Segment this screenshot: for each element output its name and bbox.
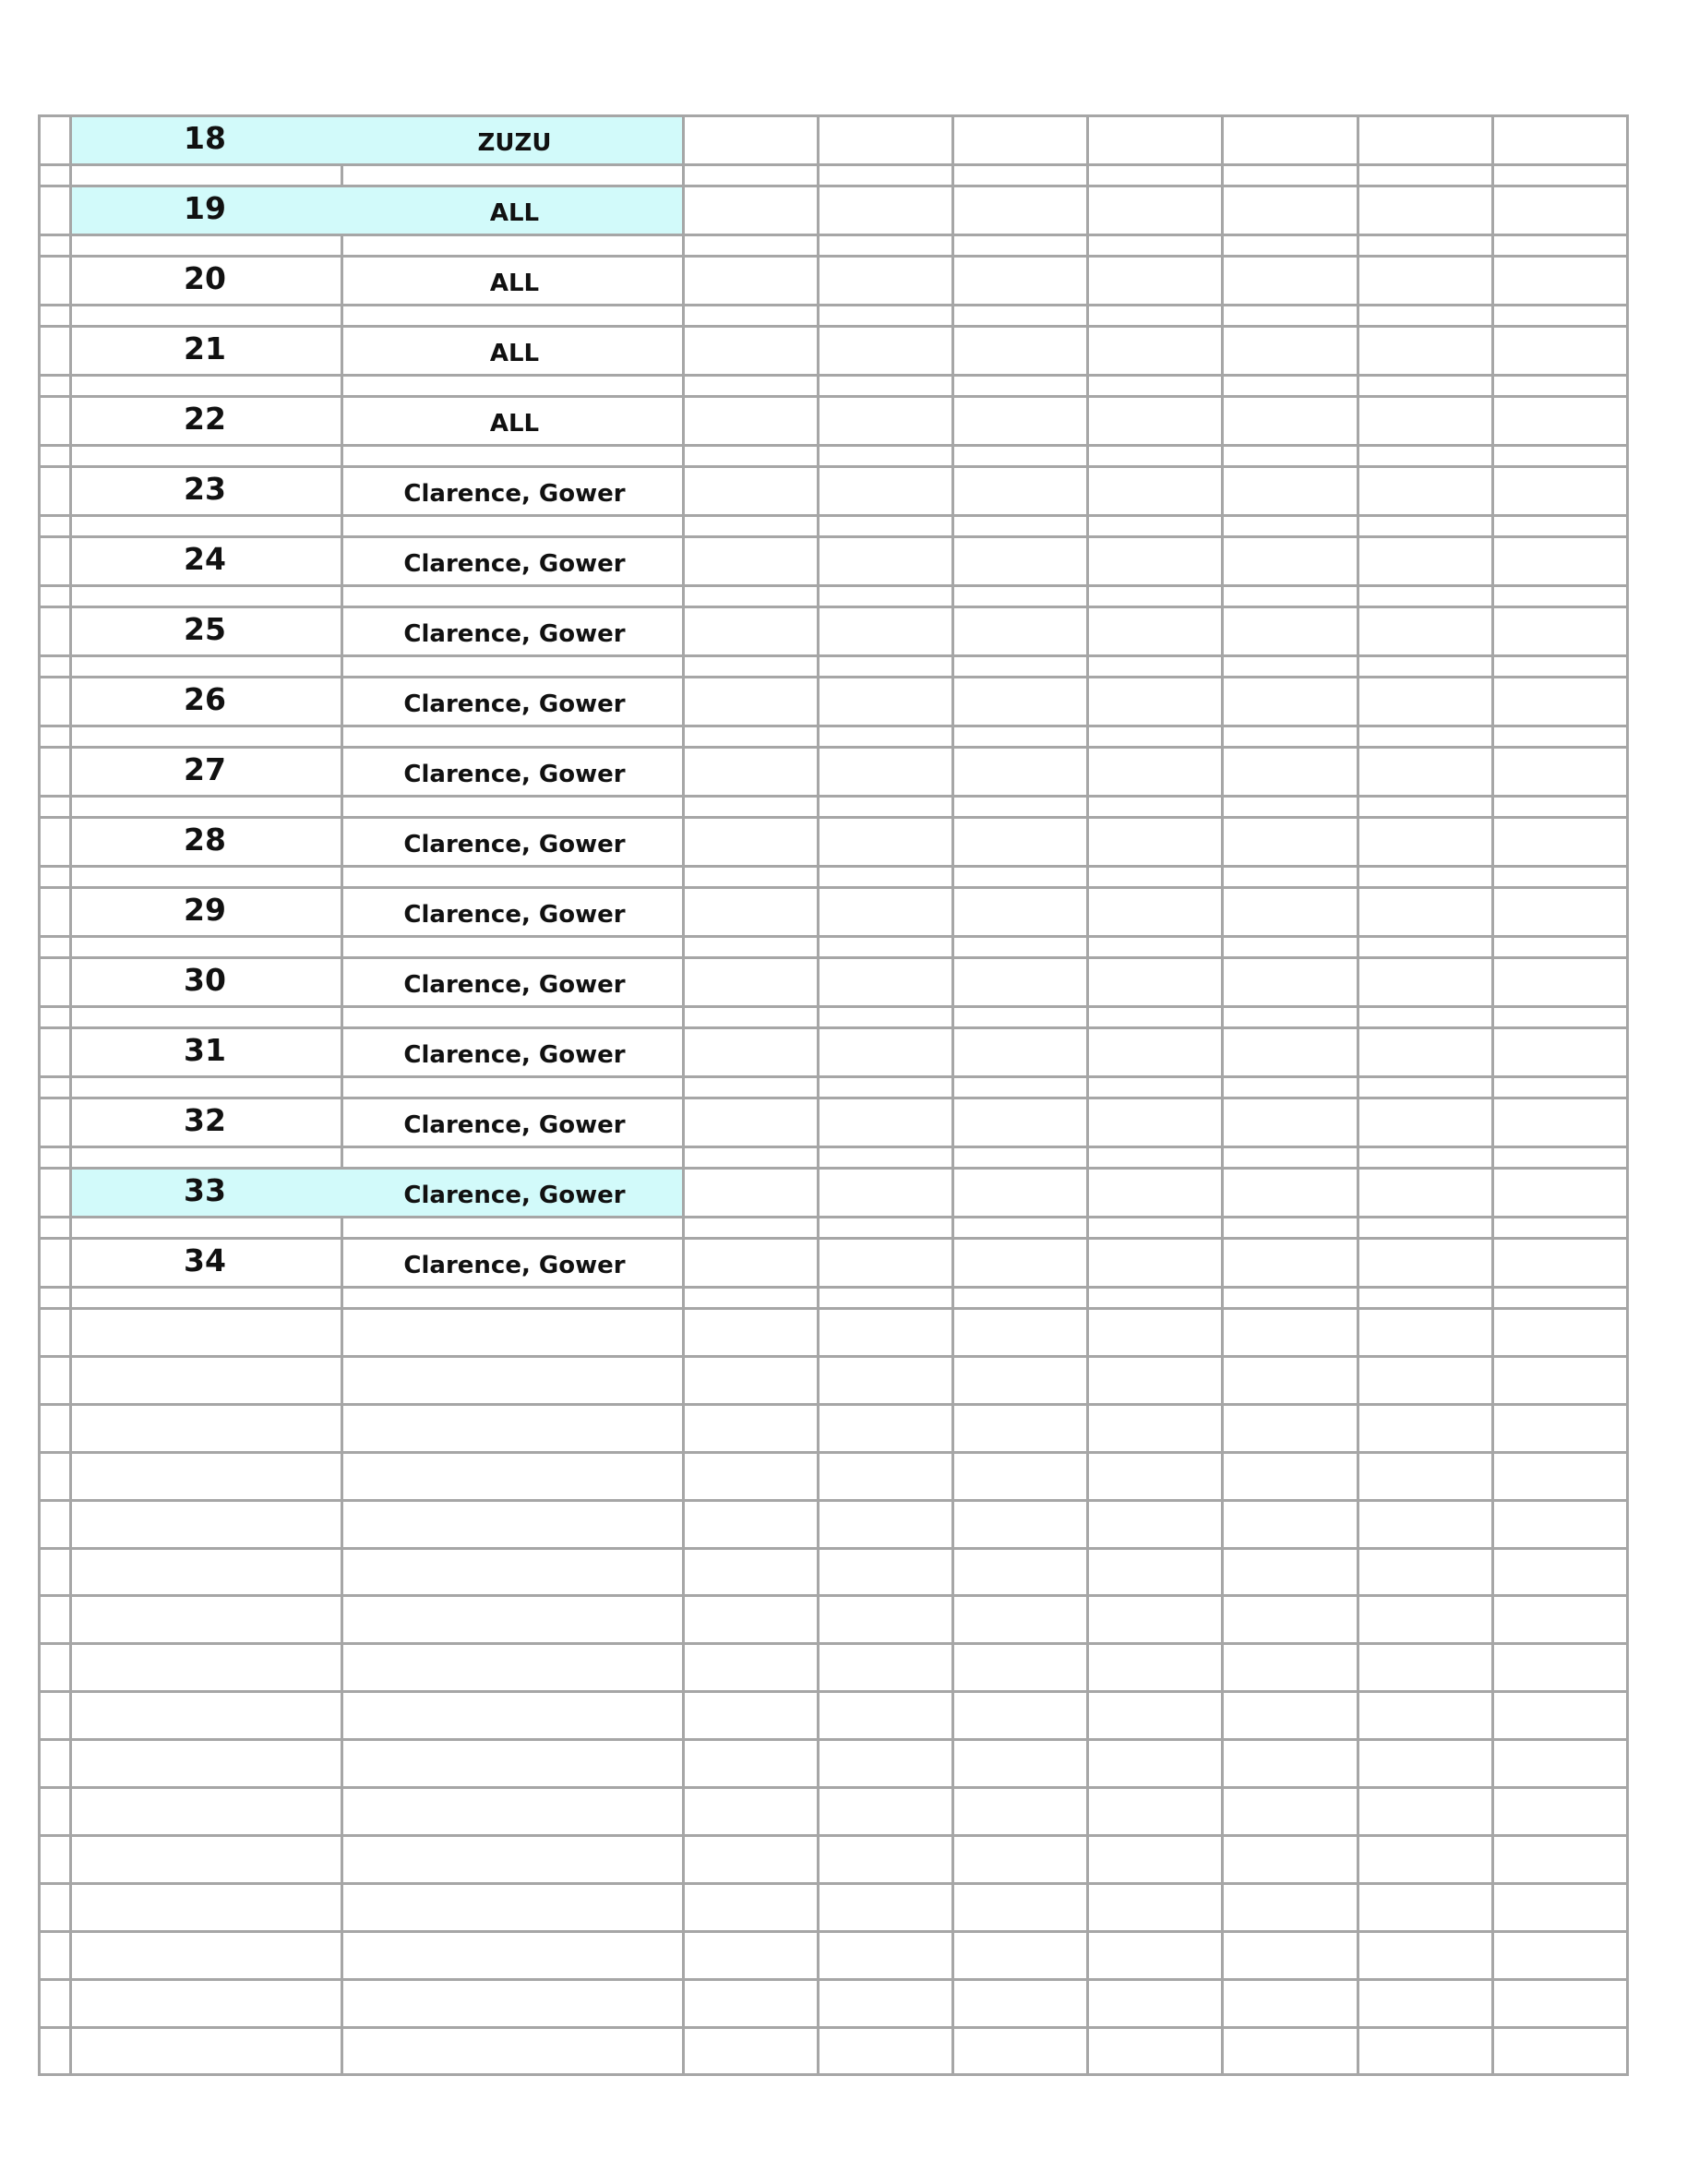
scene-characters: Clarence, Gower xyxy=(403,1182,626,1209)
scene-number: 30 xyxy=(184,962,226,998)
scene-number: 25 xyxy=(184,611,226,647)
scene-number: 26 xyxy=(184,681,226,717)
scene-characters: Clarence, Gower xyxy=(403,761,626,788)
scene-number: 28 xyxy=(184,822,226,858)
scene-number: 20 xyxy=(184,260,226,296)
scene-characters: ALL xyxy=(489,410,540,438)
scene-number: 18 xyxy=(184,120,226,156)
scene-number: 31 xyxy=(184,1032,226,1068)
scene-number: 32 xyxy=(184,1102,226,1138)
scene-characters: ALL xyxy=(489,340,540,367)
scene-number: 29 xyxy=(184,892,226,928)
scene-number: 21 xyxy=(184,330,226,366)
scene-characters: Clarence, Gower xyxy=(403,971,626,999)
scene-number: 27 xyxy=(184,751,226,787)
scene-number: 24 xyxy=(184,541,226,577)
scene-characters: Clarence, Gower xyxy=(403,901,626,929)
scene-characters: Clarence, Gower xyxy=(403,620,626,648)
scene-number: 23 xyxy=(184,471,226,507)
scene-characters: Clarence, Gower xyxy=(403,1252,626,1279)
scene-number: 22 xyxy=(184,401,226,437)
scene-characters: Clarence, Gower xyxy=(403,480,626,508)
scene-characters: Clarence, Gower xyxy=(403,831,626,858)
scene-characters: ZUZU xyxy=(477,129,552,157)
scene-characters: Clarence, Gower xyxy=(403,690,626,718)
scene-characters: Clarence, Gower xyxy=(403,1041,626,1069)
scene-characters: ALL xyxy=(489,199,540,227)
scene-number: 34 xyxy=(184,1242,226,1278)
scene-characters: ALL xyxy=(489,270,540,297)
scene-number: 19 xyxy=(184,190,226,226)
scene-characters: Clarence, Gower xyxy=(403,1111,626,1139)
scene-number: 33 xyxy=(184,1172,226,1208)
scene-characters: Clarence, Gower xyxy=(403,550,626,578)
